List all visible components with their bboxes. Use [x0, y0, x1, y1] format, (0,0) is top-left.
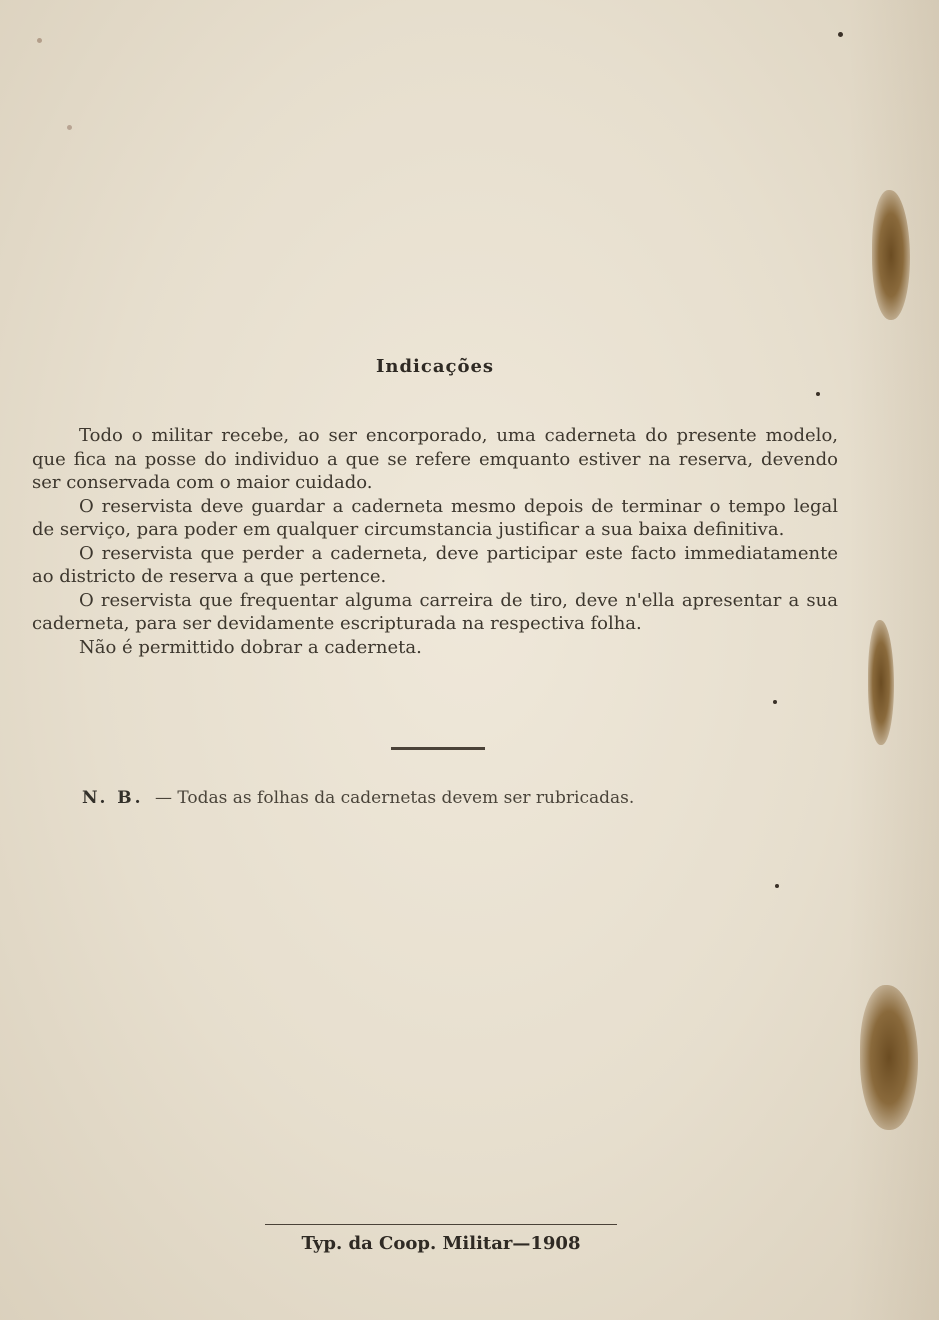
note-line — [82, 788, 802, 808]
speck-mark — [773, 700, 777, 704]
stain-mark — [868, 620, 894, 745]
speck-mark — [838, 32, 843, 37]
note-label: N. B. — [82, 788, 144, 808]
stain-mark — [860, 985, 918, 1130]
instructions-body — [32, 424, 838, 659]
footer-divider — [265, 1224, 617, 1225]
paragraph: O reservista que perder a caderneta, deve participar este facto immediatamente ao districto de reserva a que pertence. — [32, 542, 838, 587]
divider — [391, 747, 485, 750]
speck-mark — [37, 38, 42, 43]
paragraph: Não é permittido dobrar a caderneta. — [79, 636, 422, 658]
printer-imprint: Typ. da Coop. Militar—1908 — [301, 1233, 581, 1254]
paragraph: O reservista que frequentar alguma carreira de tiro, deve n'ella apresentar a sua caderneta, para ser devidamente escripturada na respectiva folha. — [32, 589, 838, 634]
stain-mark — [872, 190, 910, 320]
speck-mark — [816, 392, 820, 396]
page-title: Indicações — [375, 356, 495, 377]
paragraph: Todo o militar recebe, ao ser encorporado, uma caderneta do presente modelo, que fica na posse do individuo a que se refere emquanto estiver na reserva, devendo ser conservada com o maior cuidado. — [32, 425, 838, 493]
note-text: — Todas as folhas da cadernetas devem ser rubricadas. — [154, 788, 635, 808]
speck-mark — [775, 884, 779, 888]
speck-mark — [67, 125, 72, 130]
paragraph: O reservista deve guardar a caderneta mesmo depois de terminar o tempo legal de serviço, para poder em qualquer circumstancia justificar a sua baixa definitiva. — [32, 495, 838, 540]
